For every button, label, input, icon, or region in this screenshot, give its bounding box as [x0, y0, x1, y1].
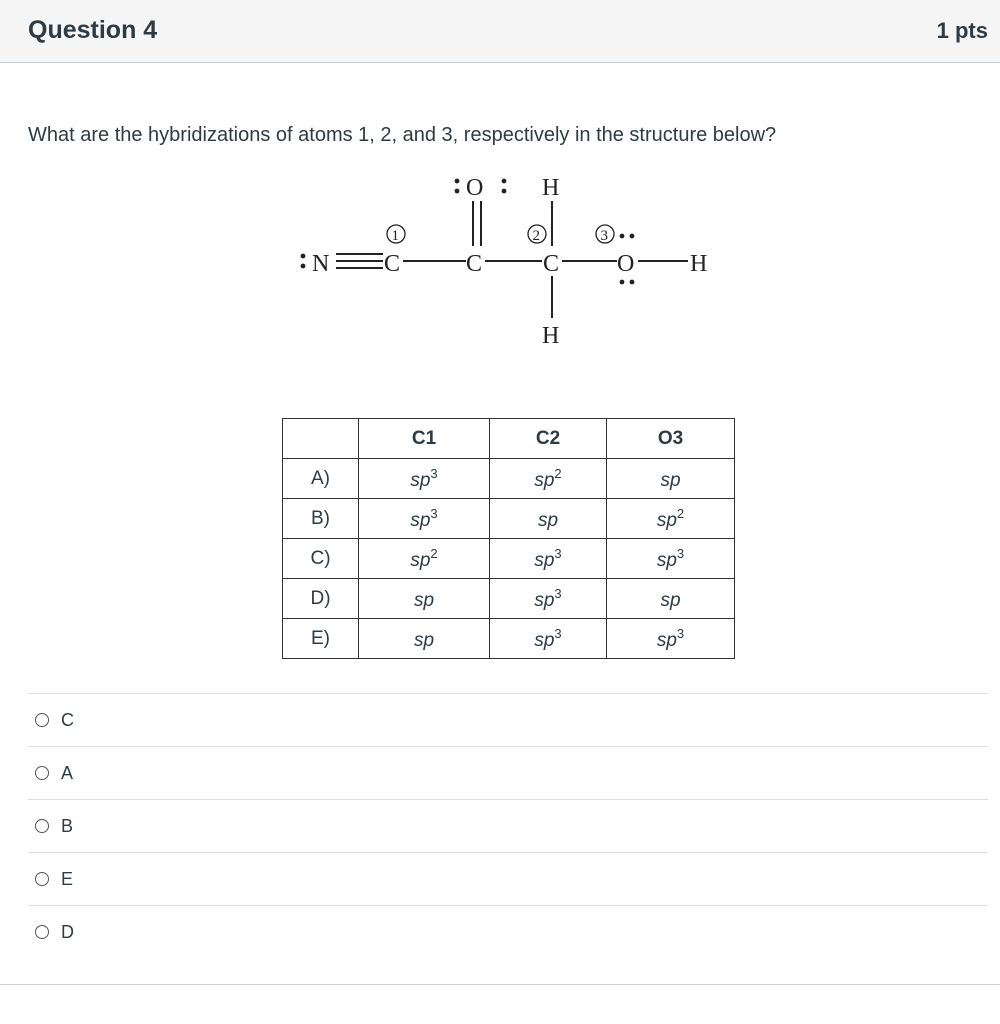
answer-label: D: [61, 921, 74, 942]
answer-option[interactable]: [28, 852, 988, 905]
c1-cell: sp: [359, 619, 490, 659]
atom-h-hydroxyl: H: [690, 251, 708, 277]
atom-label-2: 2: [532, 228, 540, 244]
question-text: What are the hybridizations of atoms 1, 2, and 3, respectively in the structure below?: [28, 124, 777, 146]
radio-button[interactable]: [35, 819, 49, 833]
atom-label-1: 1: [391, 228, 399, 244]
answer-label: E: [61, 868, 74, 889]
table-header-cell: O3: [607, 419, 735, 459]
atom-c1: C: [384, 251, 401, 277]
atom-h-bottom: H: [542, 323, 560, 349]
answer-option[interactable]: [28, 799, 988, 852]
atom-o-carbonyl: O: [466, 175, 484, 201]
answer-option[interactable]: [28, 693, 988, 746]
answer-label: A: [61, 762, 74, 783]
c1-cell: $sp^3$: [359, 459, 490, 499]
question-title: Question 4: [28, 16, 158, 44]
table-header-cell: [283, 419, 359, 459]
row-label: B): [283, 499, 359, 539]
row-label: D): [283, 579, 359, 619]
table-row: [283, 539, 735, 579]
answer-option[interactable]: [28, 746, 988, 799]
atom-c-carbonyl: C: [466, 251, 483, 277]
row-label: A): [283, 459, 359, 499]
table-header-cell: C1: [359, 419, 490, 459]
question-points: 1 pts: [936, 18, 988, 43]
atom-c2: C: [543, 251, 560, 277]
radio-button[interactable]: [35, 713, 49, 727]
c2-cell: $sp^3$: [490, 539, 607, 579]
footer-divider: [0, 984, 1000, 985]
o3-cell: $sp^3$: [607, 619, 735, 659]
atom-h-top: H: [542, 175, 560, 201]
row-label: E): [283, 619, 359, 659]
answer-label: B: [61, 815, 74, 836]
hybridization-table: [282, 418, 735, 659]
radio-button[interactable]: [35, 925, 49, 939]
atom-n: N: [312, 251, 330, 277]
chemical-structure: [290, 166, 730, 356]
o3-cell: sp: [607, 459, 735, 499]
c2-cell: $sp^3$: [490, 619, 607, 659]
c2-cell: $sp^2$: [490, 459, 607, 499]
table-row: [283, 579, 735, 619]
o3-cell: sp: [607, 579, 735, 619]
answer-list: [28, 693, 988, 958]
table-row: [283, 499, 735, 539]
c2-cell: $sp^3$: [490, 579, 607, 619]
row-label: C): [283, 539, 359, 579]
table-header-row: [283, 419, 735, 459]
o3-cell: $sp^3$: [607, 539, 735, 579]
radio-button[interactable]: [35, 766, 49, 780]
c1-cell: $sp^3$: [359, 499, 490, 539]
table-row: [283, 459, 735, 499]
c1-cell: sp: [359, 579, 490, 619]
o3-cell: $sp^2$: [607, 499, 735, 539]
table-row: [283, 619, 735, 659]
c2-cell: sp: [490, 499, 607, 539]
question-header: [0, 0, 1000, 63]
atom-o3: O: [617, 251, 635, 277]
atom-label-3: 3: [600, 228, 608, 244]
radio-button[interactable]: [35, 872, 49, 886]
answer-label: C: [61, 709, 74, 730]
table-header-cell: C2: [490, 419, 607, 459]
answer-option[interactable]: [28, 905, 988, 958]
c1-cell: $sp^2$: [359, 539, 490, 579]
